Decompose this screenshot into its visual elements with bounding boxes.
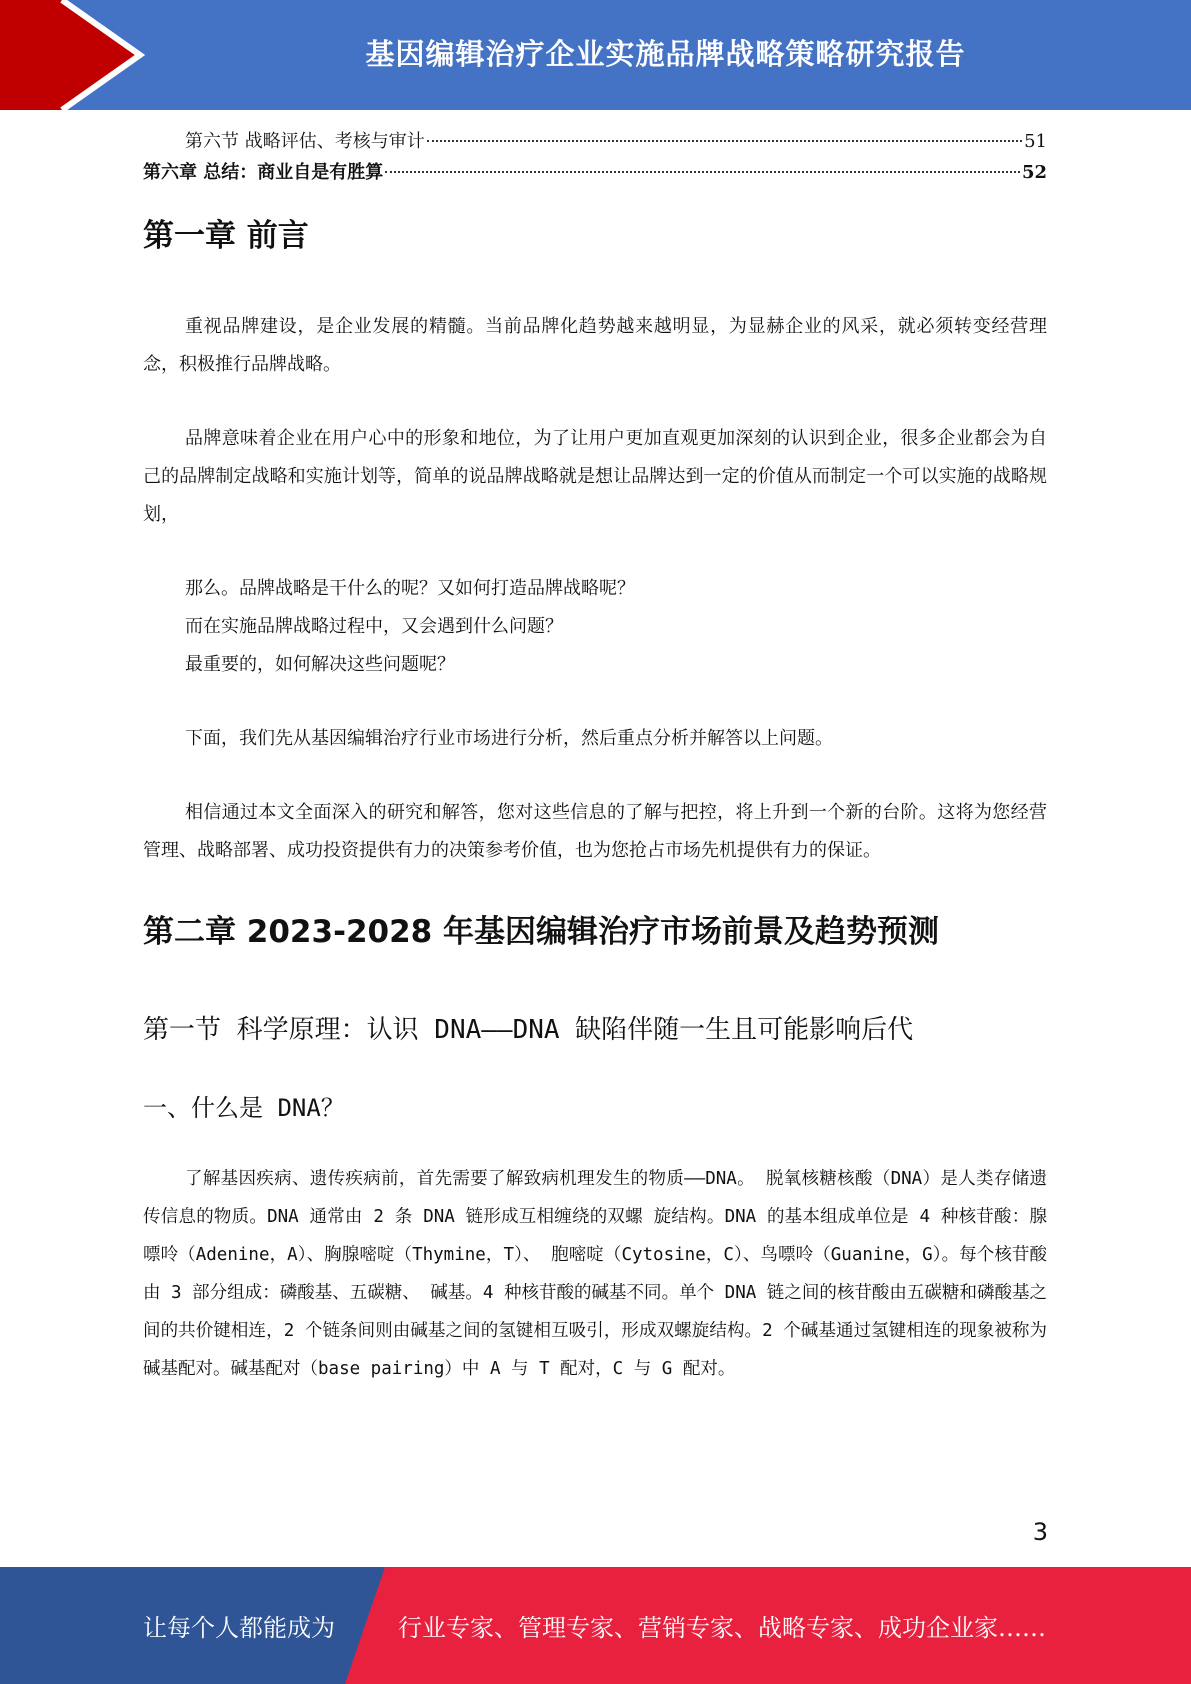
- chapter1-paragraph-2: 品牌意味着企业在用户心中的形象和地位，为了让用户更加直观更加深刻的认识到企业，很多企业都会为自己的品牌制定战略和实施计划等，简单的说品牌战略就是想让品牌达到一定的价值从而制定一个可以实施的战略规划，: [143, 428, 1047, 525]
- toc-item-chapter6[interactable]: [143, 157, 1047, 188]
- header-arrow-graphic: [0, 0, 160, 110]
- toc-item-label: 第六章 总结：商业自是有胜算: [143, 162, 384, 183]
- footer-slogan-right: 行业专家、管理专家、营销专家、战略专家、成功企业家……: [398, 1614, 1046, 1642]
- page-content: [143, 126, 1047, 1388]
- question-2: 而在实施品牌战略过程中，又会遇到什么问题？: [185, 616, 563, 637]
- page-header: [0, 0, 1191, 110]
- chapter2-subsection1-title: 一、什么是 DNA？: [143, 1094, 345, 1122]
- chapter2-title: 第二章 2023-2028 年基因编辑治疗市场前景及趋势预测: [143, 914, 940, 950]
- toc-leader-dots: [427, 140, 1022, 142]
- chapter1-title: 第一章 前言: [143, 218, 309, 254]
- chapter2-paragraph-dna: 了解基因疾病、遗传疾病前，首先需要了解致病机理发生的物质——DNA。 脱氧核糖核酸（DNA）是人类存储遗传信息的物质。DNA 通常由 2 条 DNA 链形成互相缠绕的双螺 旋结构。DNA 的基本组成单位是 4 种核苷酸：腺嘌呤（Adenine，A）、胸腺嘧啶（Thymine，T）、 胞嘧啶（Cytosine，C）、鸟嘌呤（Guanine，G）。每个核苷酸由 3 部分组成：磷酸基、五碳糖、 碱基。4 种核苷酸的碱基不同。单个 DNA 链之间的核苷酸由五碳糖和磷酸基之间的共价键相连，2 个链条间则由碱基之间的氢键相互吸引，形成双螺旋结构。2 个碱基通过氢键相连的现象被称为碱基配对。碱基配对（base pairing）中 A 与 T 配对，C 与 G 配对。: [143, 1169, 1047, 1379]
- toc-item-page: 52: [1021, 162, 1047, 183]
- chapter1-questions: [143, 570, 1047, 684]
- chapter1-paragraph-1: 重视品牌建设，是企业发展的精髓。当前品牌化趋势越来越明显，为显赫企业的风采，就必须转变经营理念，积极推行品牌战略。: [143, 316, 1047, 375]
- table-of-contents: [143, 126, 1047, 188]
- chapter1-paragraph-next: 下面，我们先从基因编辑治疗行业市场进行分析，然后重点分析并解答以上问题。: [185, 728, 833, 749]
- header-title: 基因编辑治疗企业实施品牌战略策略研究报告: [365, 36, 966, 71]
- chapter1-paragraph-last: 相信通过本文全面深入的研究和解答，您对这些信息的了解与把控，将上升到一个新的台阶。这将为您经营管理、战略部署、成功投资提供有力的决策参考价值，也为您抢占市场先机提供有力的保证。: [143, 802, 1047, 861]
- page-number: 3: [1032, 1518, 1048, 1546]
- toc-item-label: 第六节 战略评估、考核与审计: [185, 131, 425, 152]
- question-1: 那么。品牌战略是干什么的呢？又如何打造品牌战略呢？: [185, 578, 635, 599]
- question-3: 最重要的，如何解决这些问题呢？: [185, 654, 455, 675]
- page-footer: [0, 1567, 1191, 1684]
- toc-item-page: 51: [1024, 131, 1047, 152]
- footer-slogan-left: 让每个人都能成为: [143, 1614, 335, 1642]
- toc-leader-dots: [385, 171, 1020, 173]
- chapter2-section1-title: 第一节 科学原理：认识 DNA——DNA 缺陷伴随一生且可能影响后代: [143, 1015, 914, 1045]
- toc-item-section6[interactable]: [143, 126, 1047, 157]
